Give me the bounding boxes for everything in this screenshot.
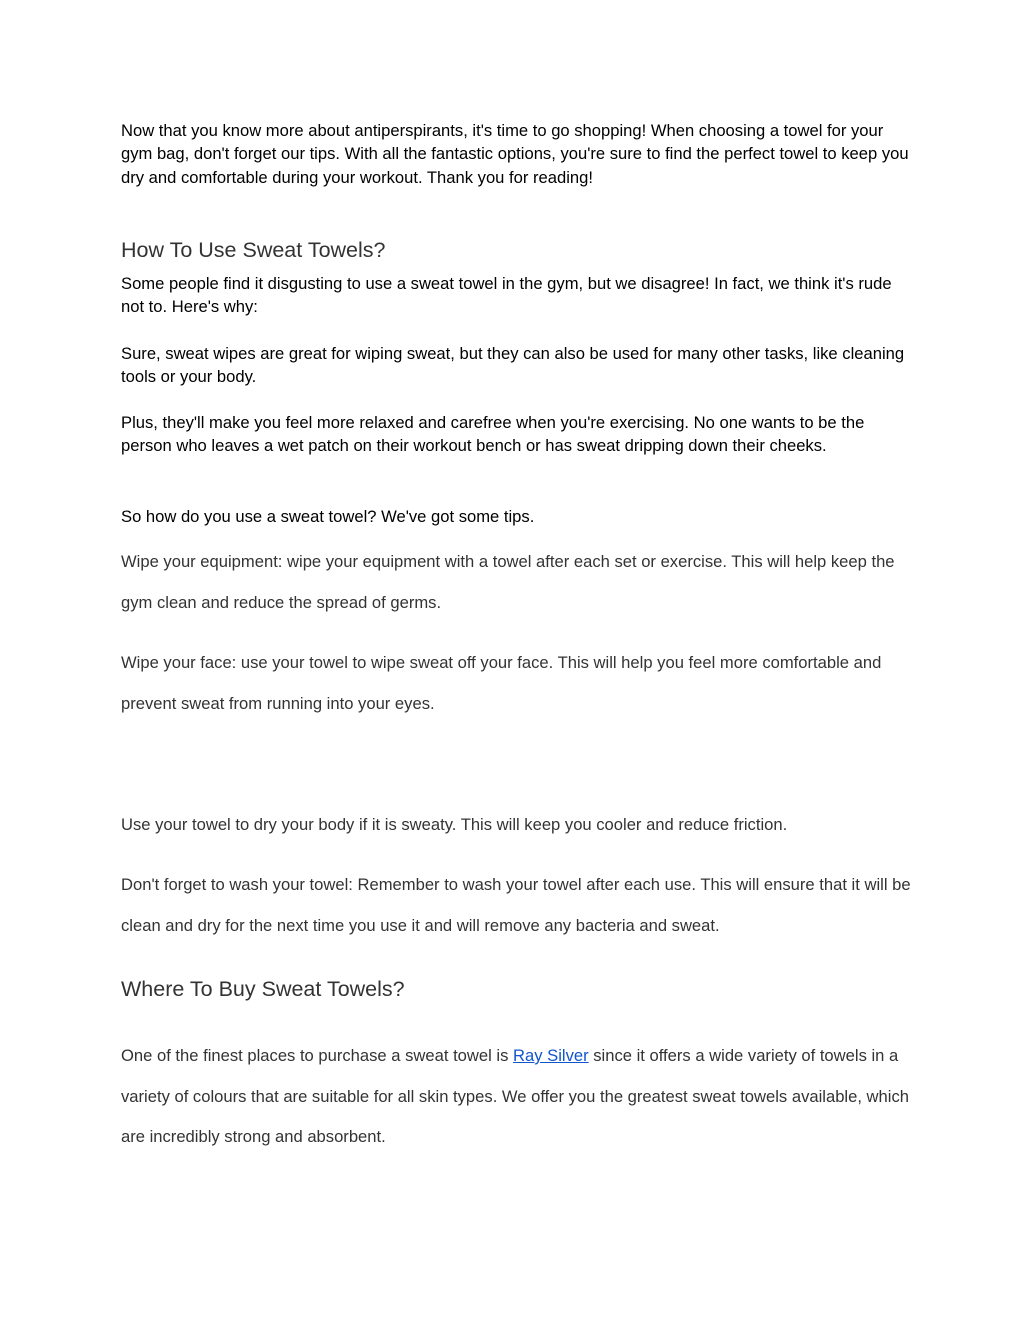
where-to-buy-text-before-link: One of the finest places to purchase a sweat towel is	[121, 1046, 514, 1065]
how-to-use-paragraph-2: Sure, sweat wipes are great for wiping sweat, but they can also be used for many other tasks, like cleaning tools or your body.	[121, 344, 905, 387]
tip-dry-body: Use your towel to dry your body if it is sweaty. This will keep you cooler and reduce friction.	[121, 815, 788, 834]
how-to-use-paragraph-4: So how do you use a sweat towel? We've got some tips.	[121, 507, 535, 526]
intro-paragraph: Now that you know more about antiperspirants, it's time to go shopping! When choosing a towel for your gym bag, don't forget our tips. With all the fantastic options, you're sure to find the perfect towel to keep you dry and comfortable during your workout. Thank you for reading!	[121, 121, 909, 187]
tip-wipe-face: Wipe your face: use your towel to wipe sweat off your face. This will help you feel more comfortable and prevent sweat from running into your eyes.	[121, 653, 882, 713]
tip-wash-towel: Don't forget to wash your towel: Remember to wash your towel after each use. This will ensure that it will be clean and dry for the next time you use it and will remove any bacteria and sweat.	[121, 875, 911, 935]
where-to-buy-heading: Where To Buy Sweat Towels?	[121, 977, 405, 1001]
tip-wipe-equipment: Wipe your equipment: wipe your equipment with a towel after each set or exercise. This will help keep the gym clean and reduce the spread of germs.	[121, 552, 895, 612]
how-to-use-paragraph-1: Some people find it disgusting to use a sweat towel in the gym, but we disagree! In fact, we think it's rude not to. Here's why:	[121, 274, 892, 317]
where-to-buy-text-after-link: since it offers a wide variety of towels in a variety of colours that are suitable for all skin types. We offer you the greatest sweat towels available, which are incredibly strong and absorbent.	[121, 1046, 909, 1146]
how-to-use-paragraph-3: Plus, they'll make you feel more relaxed and carefree when you're exercising. No one wants to be the person who leaves a wet patch on their workout bench or has sweat dripping down their cheeks.	[121, 413, 865, 456]
ray-silver-link[interactable]: Ray Silver	[513, 1046, 589, 1065]
how-to-use-heading: How To Use Sweat Towels?	[121, 238, 386, 262]
where-to-buy-paragraph	[121, 1036, 911, 1158]
